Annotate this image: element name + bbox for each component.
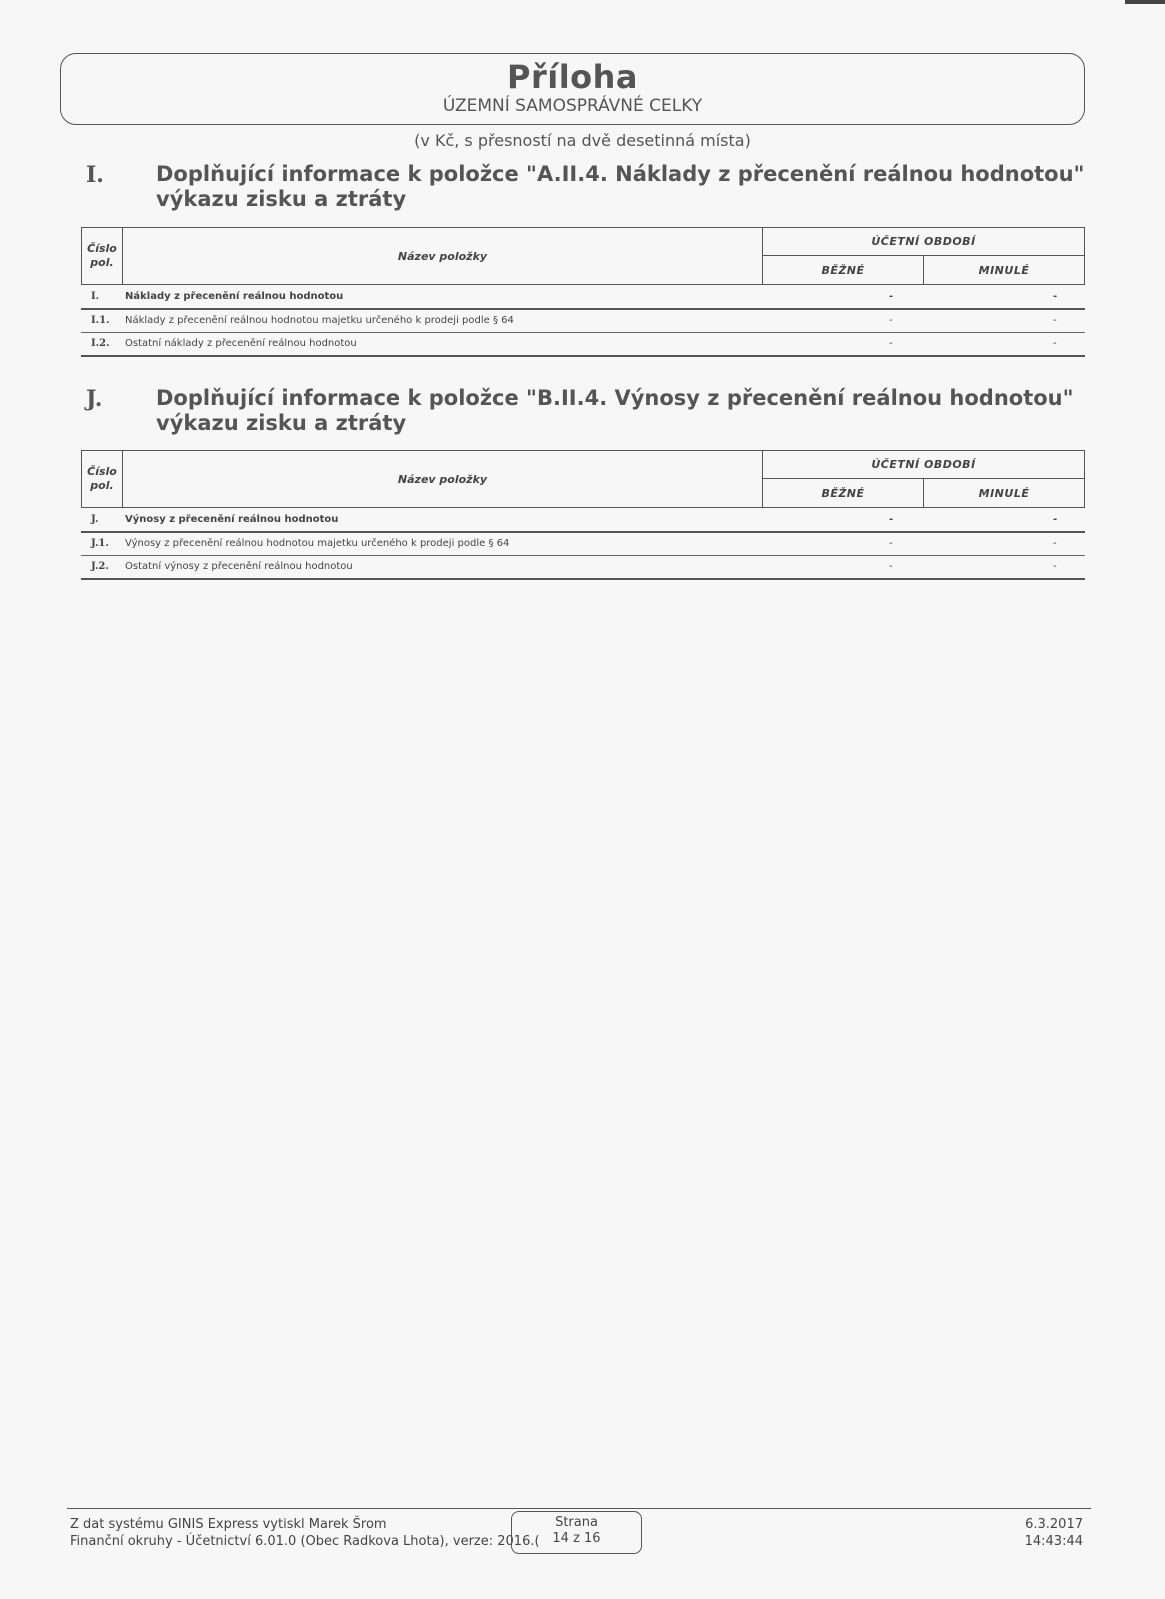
header-number: Číslo pol.	[82, 228, 123, 285]
footer-system-version: Finanční okruhy - Účetnictví 6.01.0 (Obec Radkova Lhota), verze: 2016.(	[70, 1534, 540, 1549]
row-current: -	[889, 514, 894, 525]
header-current: BĚŽNÉ	[763, 479, 924, 508]
row-number: I.	[91, 291, 100, 302]
section-title-line1: Doplňující informace k položce "B.II.4. Výnosy z přecenění reálnou hodnotou"	[156, 386, 1074, 410]
header-period: ÚČETNÍ OBDOBÍ	[763, 451, 1085, 479]
footer-timestamp	[1025, 1516, 1083, 1550]
section-i-table-header	[81, 227, 1085, 285]
units-note: (v Kč, s přesností na dvě desetinná místa)	[414, 131, 751, 150]
section-i-rows	[81, 286, 1085, 357]
table-row	[81, 556, 1085, 580]
row-current: -	[889, 561, 893, 572]
section-number: J.	[86, 386, 103, 412]
document-title: Příloha	[506, 58, 639, 96]
row-name: Náklady z přecenění reálnou hodnotou	[125, 291, 344, 302]
section-title-line2: výkazu zisku a ztráty	[156, 411, 407, 435]
section-j-table-header	[81, 450, 1085, 508]
row-name: Výnosy z přecenění reálnou hodnotou	[125, 514, 339, 525]
row-number: J.	[91, 514, 99, 525]
row-name: Ostatní výnosy z přecenění reálnou hodnotou	[125, 561, 353, 572]
header-previous: MINULÉ	[924, 479, 1085, 508]
section-title-line1: Doplňující informace k položce "A.II.4. Náklady z přecenění reálnou hodnotou"	[156, 162, 1085, 186]
document-subtitle: ÚZEMNÍ SAMOSPRÁVNÉ CELKY	[442, 96, 703, 116]
table-row	[81, 310, 1085, 333]
row-previous: -	[1053, 315, 1057, 326]
footer-printed-by: Z dat systému GINIS Express vytiskl Marek Šrom	[70, 1517, 387, 1532]
scan-edge-mark	[1125, 0, 1165, 4]
header-current: BĚŽNÉ	[763, 256, 924, 285]
row-number: I.2.	[91, 338, 110, 349]
row-number: J.2.	[91, 561, 109, 572]
section-j-rows	[81, 509, 1085, 580]
table-row	[81, 533, 1085, 556]
header-name: Název položky	[123, 451, 763, 508]
page-indicator	[511, 1511, 642, 1554]
header-period: ÚČETNÍ OBDOBÍ	[763, 228, 1085, 256]
row-previous: -	[1053, 538, 1057, 549]
header-previous: MINULÉ	[924, 256, 1085, 285]
header-number: Číslo pol.	[82, 451, 123, 508]
row-previous: -	[1053, 338, 1057, 349]
title-box	[60, 53, 1085, 125]
page-value: 14 z 16	[552, 1531, 601, 1546]
table-row	[81, 333, 1085, 357]
table-row	[81, 286, 1085, 310]
row-previous: -	[1053, 291, 1058, 302]
section-title-line2: výkazu zisku a ztráty	[156, 187, 407, 211]
row-name: Výnosy z přecenění reálnou hodnotou majetku určeného k prodeji podle § 64	[125, 538, 510, 549]
print-date: 6.3.2017	[1025, 1517, 1083, 1532]
section-number: I.	[86, 162, 104, 188]
row-number: I.1.	[91, 315, 110, 326]
print-time: 14:43:44	[1024, 1534, 1083, 1549]
header-name: Název položky	[123, 228, 763, 285]
row-number: J.1.	[91, 538, 109, 549]
row-previous: -	[1053, 514, 1058, 525]
row-name: Náklady z přecenění reálnou hodnotou majetku určeného k prodeji podle § 64	[125, 315, 514, 326]
row-previous: -	[1053, 561, 1057, 572]
table-row	[81, 509, 1085, 533]
row-current: -	[889, 538, 893, 549]
row-name: Ostatní náklady z přecenění reálnou hodnotou	[125, 338, 357, 349]
row-current: -	[889, 291, 894, 302]
footer-divider	[67, 1508, 1091, 1509]
row-current: -	[889, 315, 893, 326]
footer-info	[70, 1516, 540, 1550]
page-label: Strana	[555, 1515, 598, 1530]
row-current: -	[889, 338, 893, 349]
